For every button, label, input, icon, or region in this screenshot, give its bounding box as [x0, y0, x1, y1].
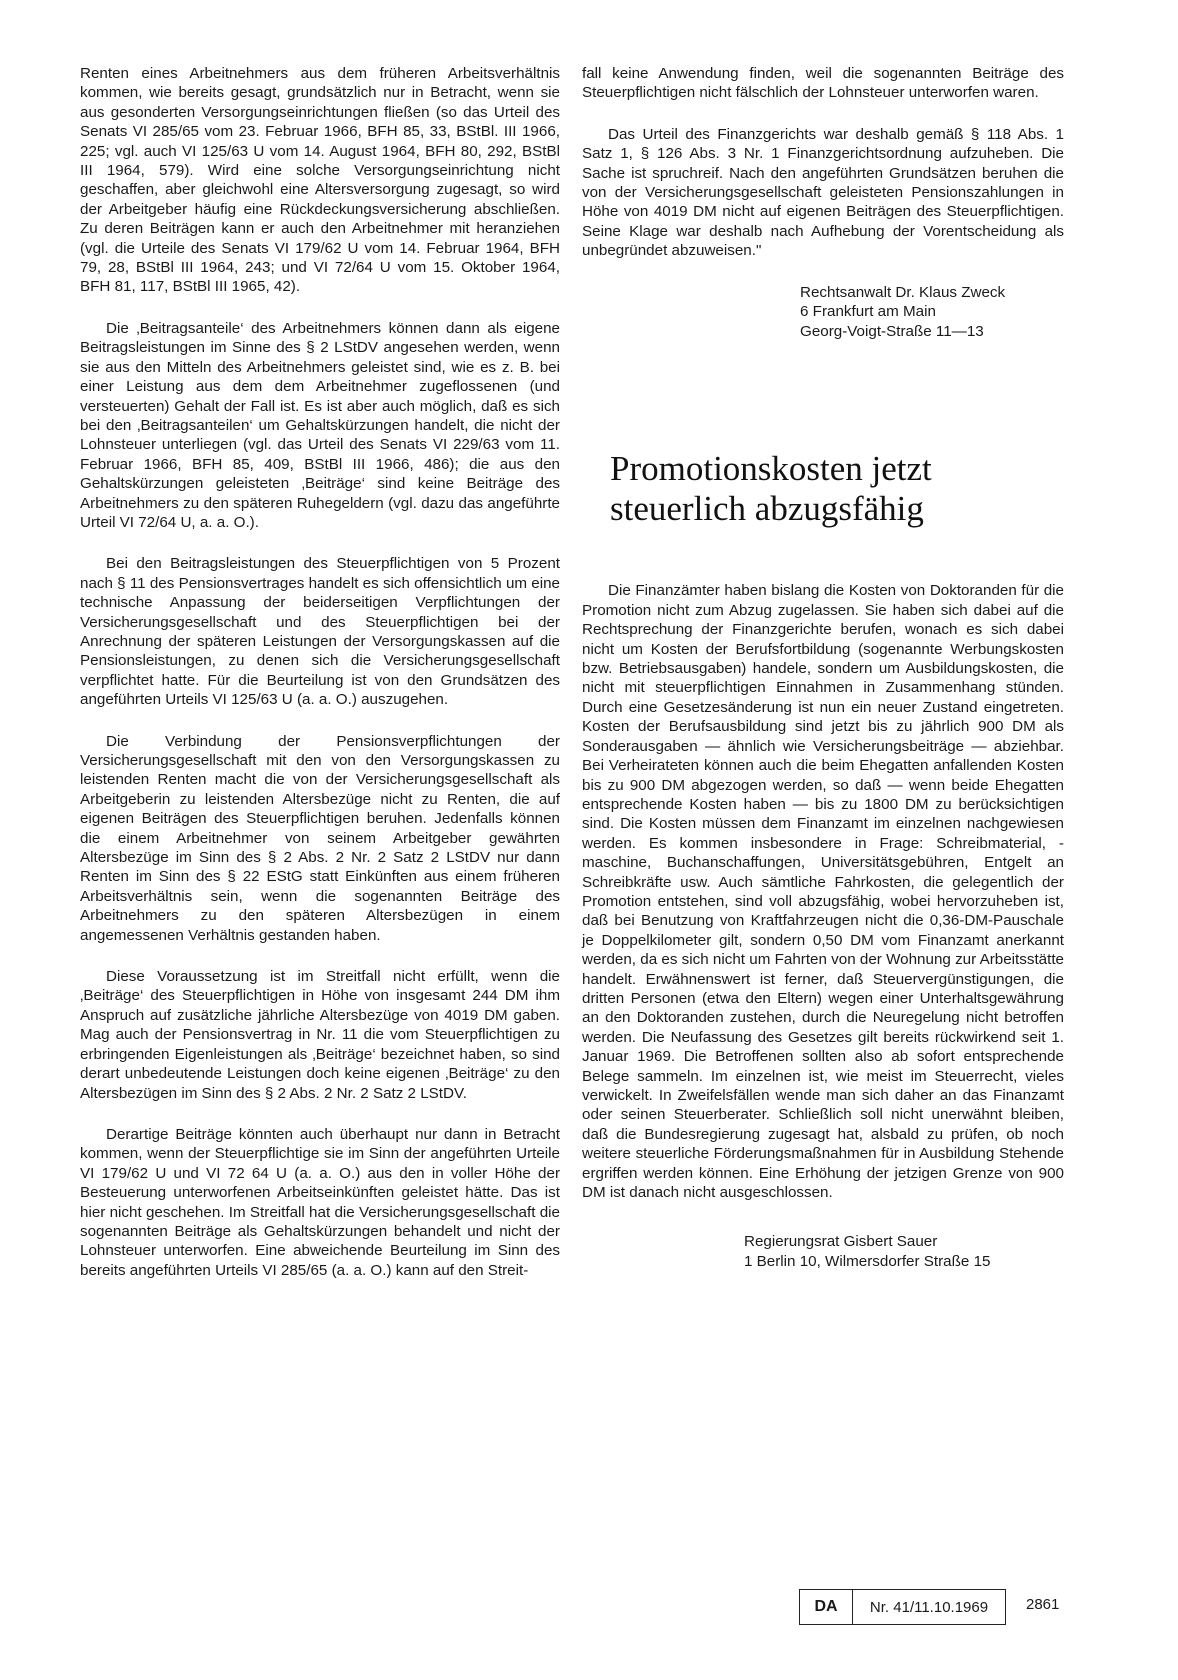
- headline-line: steuerlich abzugsfähig: [610, 489, 924, 529]
- author-name: Rechtsanwalt Dr. Klaus Zweck: [800, 283, 1006, 301]
- author-city: 6 Frankfurt am Main: [800, 303, 936, 321]
- article-headline: [610, 449, 1064, 529]
- paragraph: Bei den Beitragsleistungen des Steuerpflichtigen von 5 Prozent nach § 11 des Pensionsvertrages handelt es sich offensichtlich um eine technische Anpassung der beiderseitigen Verpflichtungen der Versicherungsgesellschaft und des Steuerpflichtigen bei der Anrechnung der späteren Leistungen der Versorgungskassen auf die Pensionsleistungen, zu denen sich die Versicherungsgesellschaft verpflichtet hatte. Für die Beurteilung ist von den Grundsätzen des angeführten Urteils VI 125/63 U (a. a. O.) auszugehen.: [80, 555, 560, 709]
- author-name: Regierungsrat Gisbert Sauer: [744, 1233, 938, 1251]
- paragraph: fall keine Anwendung finden, weil die sogenannten Beiträge des Steuerpflichtigen nicht fälschlich der Lohnsteuer unterworfen waren.: [582, 65, 1064, 102]
- right-column: [582, 64, 1064, 1272]
- paragraph: Die ‚Beitragsanteile‘ des Arbeitnehmers können dann als eigene Beitragsleistungen im Sinne des § 2 LStDV angesehen werden, wenn sie aus den Mitteln des Arbeitnehmers geleistet sind, wie es z. B. bei einer Leistung aus dem dem Arbeitnehmer zugeflossenen (und versteuerten) Gehalt der Fall ist. Es ist aber auch möglich, daß es sich bei den ‚Beitragsanteilen‘ um Gehaltskürzungen handelt, die nicht der Lohnsteuer unterliegen (vgl. das Urteil des Senats VI 229/63 vom 11. Februar 1966, BFH 85, 409, BStBl III 1966, 486); die aus den Gehaltskürzungen geleisteten ‚Beiträge‘ sind keine Beiträge des Arbeitnehmers zu den späteren Ruhegeldern (vgl. dazu das angeführte Urteil VI 72/64 U, a. a. O.).: [80, 319, 560, 531]
- issue-info: Nr. 41/11.10.1969: [853, 1589, 1006, 1625]
- page-number: 2861: [1026, 1596, 1060, 1613]
- paragraph: Die Verbindung der Pensionsverpflichtungen der Versicherungsgesellschaft mit den von den Versorgungskassen zu leistenden Renten macht die von der Versicherungsgesellschaft als Arbeitgeberin zu leistenden Altersbezüge nicht zu Renten, die auf eigenen Beiträgen des Steuerpflichtigen beruhen. Jedenfalls können die einem Arbeitnehmer von seinem Arbeitgeber gewährten Altersbezüge im Sinn des § 2 Abs. 2 Nr. 2 Satz 2 LStDV nur dann Renten im Sinn des § 22 EStG statt Einkünften aus einem früheren Arbeitsverhältnis sein, wenn die sogenannten Beiträge des Arbeitnehmers zu den späteren Altersbezügen in einem angemessenen Verhältnis gestanden haben.: [80, 732, 560, 944]
- author-street: Georg-Voigt-Straße 11—13: [800, 322, 984, 340]
- paragraph: Renten eines Arbeitnehmers aus dem früheren Arbeitsverhältnis kommen, wie bereits gesagt, grundsätzlich nur in Betracht, wenn sie aus gesonderten Versorgungseinrichtungen fließen (so das Urteil des Senats VI 285/65 vom 23. Februar 1966, BFH 85, 33, BStBl. III 1966, 225; vgl. auch VI 125/63 U vom 14. August 1964, BFH 80, 292, BStBl III 1964, 579). Wird eine solche Versorgungseinrichtung nicht geschaffen, aber gleichwohl eine Altersversorgung zugesagt, so wird der Arbeitgeber häufig eine Rückdeckungsversicherung abschließen. Zu deren Beiträgen kann er auch den Arbeitnehmer mit heranziehen (vgl. die Urteile des Senats VI 179/62 U vom 14. Februar 1964, BFH 79, 28, BStBl III 1964, 243; und VI 72/64 U vom 15. Oktober 1964, BFH 81, 117, BStBl III 1965, 42).: [80, 65, 560, 296]
- article-body: Die Finanzämter haben bislang die Kosten von Doktoranden für die Promotion nicht zum Abzug zugelassen. Sie haben sich dabei auf die Rechtsprechung der Finanzgerichte berufen, wonach es sich dabei nicht um Kosten der Berufsfortbildung (sogenannte Werbungskosten bzw. Betriebsausgaben) handele, sondern um Ausbildungskosten, die nicht mit steuerpflichtigen Einnahmen in Zusammenhang stünden. Durch eine Gesetzesänderung ist nun ein neuer Zustand eingetreten. Kosten der Berufsausbildung sind jetzt bis zu jährlich 900 DM als Sonderausgaben — ähnlich wie Versicherungsbeiträge — abziehbar. Bei Verheirateten können auch die beim Ehegatten anfallenden Kosten bis zu 900 DM abgezogen werden, so daß — wenn beide Ehegatten entsprechende Kosten haben — bis zu 1800 DM zu berücksichtigen sind. Die Kosten müssen dem Finanzamt im einzelnen nachgewiesen werden. Es kommen insbesondere in Frage: Schreibmaterial, -maschine, Buchanschaffungen, Universitätsgebühren, Entgelt an Schreibkräfte usw. Auch sämtliche Fahrkosten, die gelegentlich der Promotion entstehen, sind voll abzugsfähig, wobei hervorzuheben ist, daß bei Benutzung von Kraftfahrzeugen nicht die 0,36-DM-Pauschale je Doppelkilometer gilt, sondern 0,50 DM vom Finanzamt anerkannt werden, da es sich nicht um Fahrten von der Wohnung zur Arbeitsstätte handelt. Erwähnenswert ist ferner, daß Steuervergünstigungen, die dritten Personen (etwa den Eltern) wegen einer Unterhaltsgewährung an den Doktoranden zustehen, durch die Neuregelung nicht betroffen werden. Die Neufassung des Gesetzes gilt bereits rückwirkend seit 1. Januar 1969. Die Betroffenen sollten also ab sofort entsprechende Belege sammeln. Im einzelnen ist, wie meist im Steuerrecht, vieles verwickelt. In Zweifelsfällen wende man sich daher an das Finanzamt oder seinen Steuerberater. Schließlich soll nicht unerwähnt bleiben, daß die Bundesregierung zugesagt hat, alsbald zu prüfen, ob noch weitere steuerliche Förderungsmaßnahmen für in Ausbildung Stehende ergriffen werden können. Eine Erhöhung der jetzigen Grenze von 900 DM ist danach nicht ausgeschlossen.: [582, 582, 1064, 1202]
- journal-footer: [799, 1589, 1006, 1625]
- paragraph: Derartige Beiträge könnten auch überhaupt nur dann in Betracht kommen, wenn der Steuerpflichtige sie im Sinn der angeführten Urteile VI 179/62 U und VI 72 64 U (a. a. O.) aus den in voller Höhe der Besteuerung unterworfenen Arbeitseinkünften geleistet hätte. Das ist hier nicht geschehen. Im Streitfall hat die Versicherungsgesellschaft die sogenannten Beiträge als Gehaltskürzungen behandelt und nicht der Lohnsteuer unterworfen. Eine abweichende Beurteilung im Sinn des bereits angeführten Urteils VI 285/65 (a. a. O.) kann auf den Streit-: [80, 1125, 560, 1279]
- journal-abbreviation: DA: [799, 1589, 853, 1625]
- headline-line: Promotionskosten jetzt: [610, 449, 932, 489]
- author-signature: [582, 283, 1064, 342]
- paragraph: Das Urteil des Finanzgerichts war deshalb gemäß § 118 Abs. 1 Satz 1, § 126 Abs. 3 Nr. 1 Finanzgerichtsordnung aufzuheben. Die Sache ist spruchreif. Nach den angeführten Grundsätzen beruhen die von der Versicherungsgesellschaft geleisteten Pensionszahlungen in Höhe von 4019 DM nicht auf eigenen Beiträgen des Steuerpflichtigen. Seine Klage war deshalb nach Aufhebung der Vorentscheidung als unbegründet abzuweisen.": [582, 125, 1064, 260]
- paragraph: Diese Voraussetzung ist im Streitfall nicht erfüllt, wenn die ‚Beiträge‘ des Steuerpflichtigen in Höhe von insgesamt 244 DM ihm Anspruch auf zusätzliche jährliche Altersbezüge von 4019 DM gaben. Mag auch der Pensionsvertrag in Nr. 11 die vom Steuerpflichtigen zu erbringenden Eigenleistungen als ‚Beiträge‘ bezeichnet haben, so sind derart unbedeutende Leistungen doch keine eigenen ‚Beiträge‘ zu den Altersbezügen im Sinn des § 2 Abs. 2 Nr. 2 Satz 2 LStDV.: [80, 968, 560, 1102]
- author-signature: [582, 1232, 1064, 1271]
- author-address: 1 Berlin 10, Wilmersdorfer Straße 15: [744, 1253, 991, 1271]
- left-column: [80, 64, 560, 1302]
